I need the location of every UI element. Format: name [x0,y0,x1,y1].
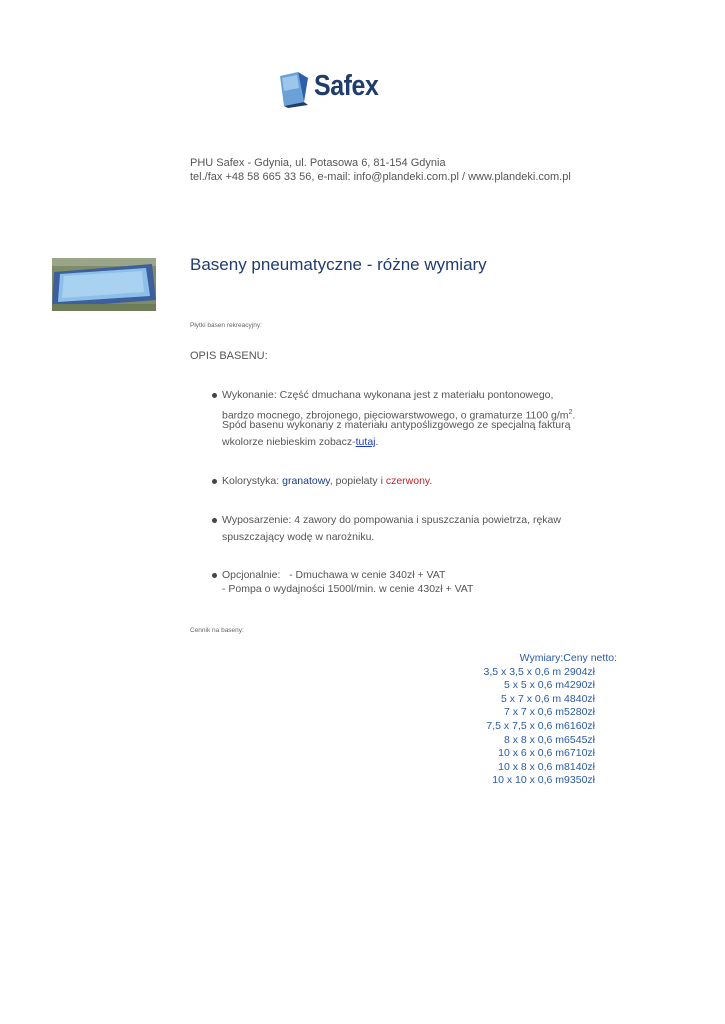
price-row: 5 x 7 x 0,6 m 4840zł [501,692,595,705]
list-item-wyposarzenie [212,512,612,548]
contact-phone-email: tel./fax +48 58 665 33 56, e-mail: info@plandeki.com.pl / www.plandeki.com.pl [190,171,571,183]
price-list [470,652,617,788]
price-row: 3,5 x 3,5 x 0,6 m 2904zł [483,665,595,678]
price-row: 5 x 5 x 0,6 m4290zł [503,679,595,692]
wykonanie-line1: Wykonanie: Część dmuchana wykonana jest z materiału pontonowego, [222,389,554,401]
page-title: Baseny pneumatyczne - różne wymiary [190,255,487,274]
price-list-header: Wymiary:Ceny netto: [519,652,617,664]
price-row: 7 x 7 x 0,6 m5280zł [503,706,595,719]
wykonanie-line3: Spód basenu wykonany z materiału antypoślizgowego ze specjalną fakturą [222,419,571,431]
color-granatowy: granatowy [282,475,330,487]
wyposarzenie-line2: spuszczający wodę w narożniku. [222,531,375,543]
color-czerwony: czerwony [385,475,430,487]
bullet-icon [212,393,217,398]
contact-address: PHU Safex - Gdynia, ul. Potasowa 6, 81-154 Gdynia [190,157,446,169]
wykonanie-line4-text: wkolorze niebieskim zobacz- [222,436,356,448]
list-item-wykonanie [212,387,612,457]
kolorystyka-sep: , popielaty i [329,475,386,487]
logo-mark-icon [278,72,318,108]
price-row: 7,5 x 7,5 x 0,6 m6160zł [486,719,595,732]
superscript: 2 [568,409,573,416]
wykonanie-line4 [222,434,378,451]
kolorystyka-text [222,473,432,490]
tutaj-link[interactable]: tutaj [355,436,376,448]
opcjonalnie-line1: Opcjonalnie: - Dmuchawa w cenie 340zł + VAT [222,569,446,581]
price-row: 8 x 8 x 0,6 m6545zł [503,733,595,746]
description-heading: OPIS BASENU: [190,350,268,362]
bullet-icon [212,479,217,484]
price-row: 10 x 8 x 0,6 m8140zł [498,760,595,773]
price-row: 10 x 10 x 0,6 m9350zł [492,774,595,787]
bullet-icon [212,573,217,578]
product-subtitle: Płytki basen rekreacyjny: [190,322,262,329]
price-row: 10 x 6 x 0,6 m6710zł [498,747,595,760]
wyposarzenie-line1: Wyposarzenie: 4 zawory do pompowania i spuszczania powietrza, rękaw [222,514,561,526]
logo-text: Safex [314,70,379,102]
list-item-kolorystyka [212,473,612,491]
opcjonalnie-line2: - Pompa o wydajności 1500l/min. w cenie 430zł + VAT [222,583,474,595]
pricelist-caption: Cennik na baseny: [190,627,244,634]
contact-info [190,156,571,184]
wykonanie-line4-end: . [375,436,379,448]
kolorystyka-end: . [429,475,433,487]
kolorystyka-label: Kolorystyka: [222,475,283,487]
pool-thumbnail-image [52,258,156,311]
list-item-opcjonalnie [212,569,612,599]
wykonanie-line2-end: . [572,409,576,422]
bullet-icon [212,518,217,523]
wykonanie-line2-text: bardzo mocnego, zbrojonego, pięciowarstwowego, o gramaturze 1100 g/m [222,409,569,422]
